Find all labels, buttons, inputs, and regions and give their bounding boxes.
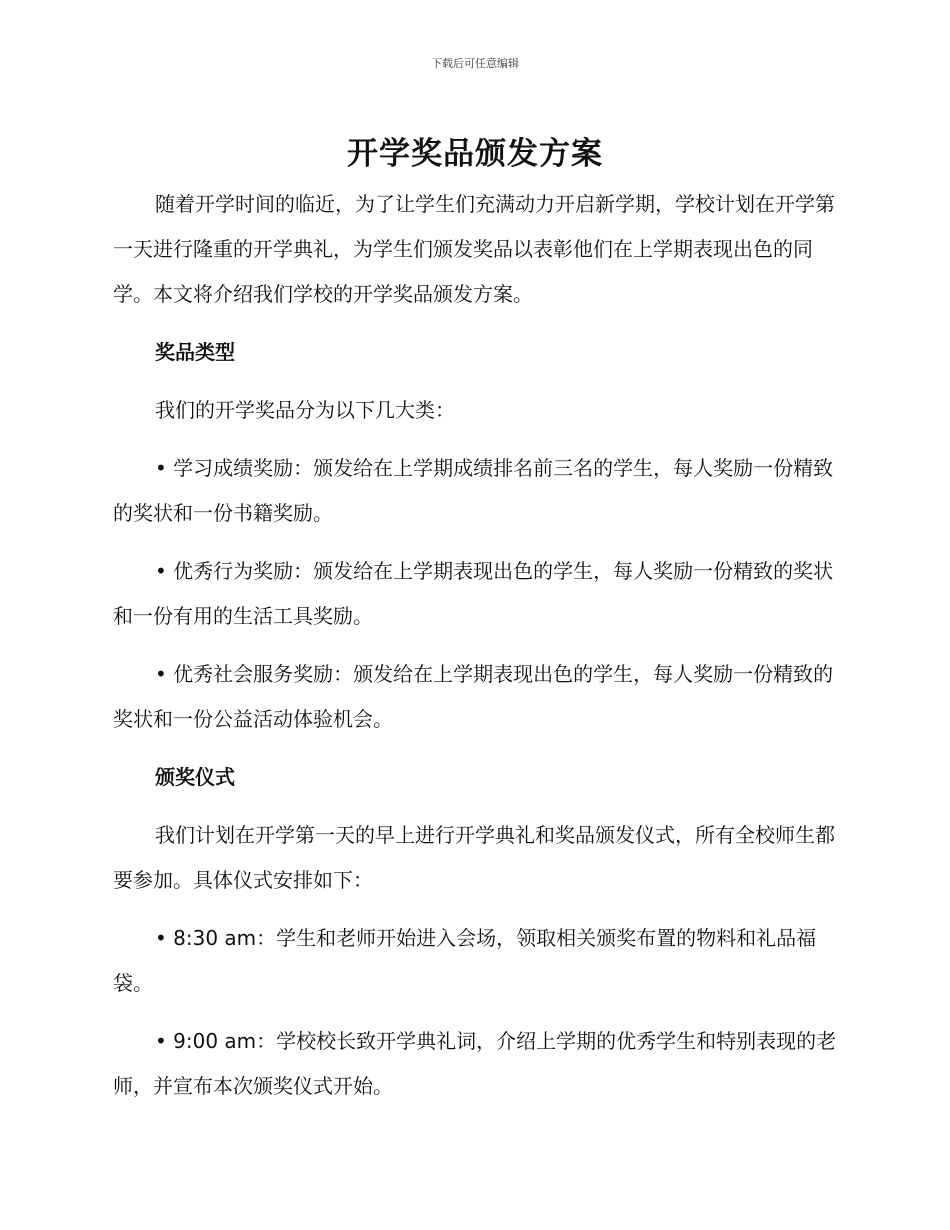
section-heading-prize-types: 奖品类型 xyxy=(155,340,235,364)
list-item-schedule-0830: • 8:30 am：学生和老师开始进入会场，领取相关颁奖布置的物料和礼品福袋。 xyxy=(113,926,817,995)
ceremony-intro: 我们计划在开学第一天的早上进行开学典礼和奖品颁发仪式，所有全校师生都要参加。具体仪式安排如下： xyxy=(113,823,835,892)
document-title: 开学奖品颁发方案 xyxy=(347,136,603,172)
section-heading-ceremony: 颁奖仪式 xyxy=(155,765,235,789)
header-note: 下载后可任意编辑 xyxy=(431,57,519,70)
list-item-schedule-0900: • 9:00 am：学校校长致开学典礼词，介绍上学期的优秀学生和特别表现的老师，并宣布本次颁奖仪式开始。 xyxy=(113,1029,837,1098)
document-body xyxy=(113,182,840,1109)
list-item-behavior-award: • 优秀行为奖励：颁发给在上学期表现出色的学生，每人奖励一份精致的奖状和一份有用的生活工具奖励。 xyxy=(113,559,834,628)
list-item-academic-award: • 学习成绩奖励：颁发给在上学期成绩排名前三名的学生，每人奖励一份精致的奖状和一份书籍奖励。 xyxy=(113,456,834,525)
intro-paragraph: 随着开学时间的临近，为了让学生们充满动力开启新学期，学校计划在开学第一天进行隆重的开学典礼，为学生们颁发奖品以表彰他们在上学期表现出色的同学。本文将介绍我们学校的开学奖品颁发方案。 xyxy=(113,192,835,306)
prize-types-intro: 我们的开学奖品分为以下几大类： xyxy=(155,398,455,422)
list-item-service-award: • 优秀社会服务奖励：颁发给在上学期表现出色的学生，每人奖励一份精致的奖状和一份公益活动体验机会。 xyxy=(113,662,834,731)
